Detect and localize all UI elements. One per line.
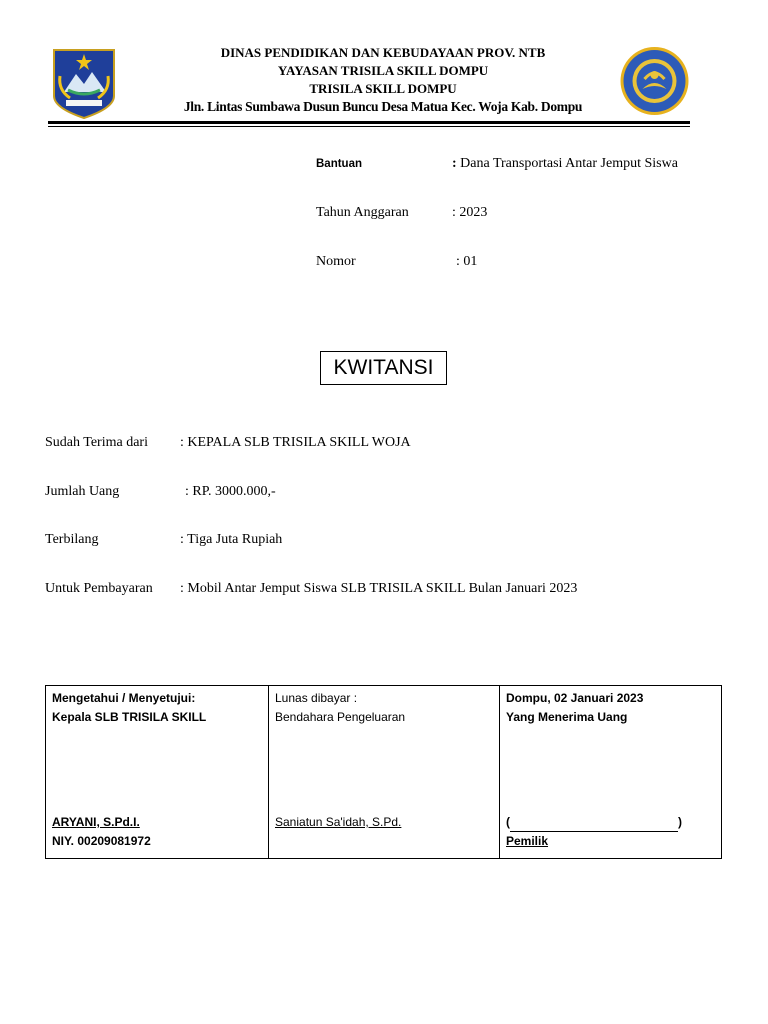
- penerima-name: Pemilik: [506, 834, 549, 848]
- tahun-anggaran-label: Tahun Anggaran: [316, 205, 409, 220]
- bendahara-heading: Lunas dibayar :: [275, 691, 358, 705]
- penerima-place-date: Dompu, 02 Januari 2023: [506, 691, 644, 705]
- letterhead-line-3: TRISILA SKILL DOMPU: [309, 81, 457, 96]
- nomor-label: Nomor: [316, 254, 356, 269]
- letterhead-rule-thin: [48, 126, 690, 127]
- terbilang-row: [45, 531, 282, 549]
- penerima-signature-line: [506, 813, 682, 832]
- letterhead-line-1: DINAS PENDIDIKAN DAN KEBUDAYAAN PROV. NTB: [220, 45, 546, 60]
- sudah-terima-row: [45, 434, 411, 452]
- signature-close-paren: ): [678, 815, 682, 829]
- signature-cell-bendahara: [269, 686, 500, 859]
- bendahara-name: Saniatun Sa'idah, S.Pd.: [275, 815, 402, 829]
- sudah-terima-label: Sudah Terima dari: [45, 435, 148, 450]
- letterhead-rule-thick: [48, 121, 690, 124]
- bendahara-role: Bendahara Pengeluaran: [275, 710, 406, 724]
- terbilang-label: Terbilang: [45, 532, 99, 547]
- letterhead-address: Jln. Lintas Sumbawa Dusun Buncu Desa Matua Kec. Woja Kab. Dompu: [183, 99, 583, 114]
- kepala-name: ARYANI, S.Pd.I.: [52, 815, 140, 829]
- tahun-anggaran-value: : 2023: [452, 205, 488, 220]
- document-title: KWITANSI: [320, 351, 447, 385]
- bantuan-row: [316, 155, 678, 173]
- kepala-role: Kepala SLB TRISILA SKILL: [52, 710, 207, 724]
- letterhead-line-2: YAYASAN TRISILA SKILL DOMPU: [277, 63, 489, 78]
- kepala-niy: NIY. 00209081972: [52, 834, 151, 848]
- kepala-heading: Mengetahui / Menyetujui:: [52, 691, 196, 705]
- terbilang-value: : Tiga Juta Rupiah: [180, 532, 283, 547]
- letterhead: [130, 44, 636, 116]
- signature-open-paren: (: [506, 815, 510, 829]
- nomor-row: [316, 253, 477, 271]
- ntb-province-logo: [50, 46, 118, 120]
- nomor-value: : 01: [456, 254, 478, 269]
- jumlah-uang-value: : RP. 3000.000,-: [185, 484, 276, 499]
- bantuan-colon: :: [452, 156, 457, 171]
- signature-cell-kepala: [46, 686, 269, 859]
- jumlah-uang-row: [45, 483, 276, 501]
- untuk-pembayaran-label: Untuk Pembayaran: [45, 581, 153, 596]
- bantuan-value: Dana Transportasi Antar Jemput Siswa: [460, 156, 678, 171]
- bantuan-label: Bantuan: [316, 158, 362, 170]
- signature-cell-penerima: [500, 686, 722, 859]
- signature-table: [45, 685, 722, 859]
- tahun-anggaran-row: [316, 204, 487, 222]
- untuk-pembayaran-row: [45, 580, 577, 598]
- penerima-role: Yang Menerima Uang: [506, 710, 628, 724]
- untuk-pembayaran-value: : Mobil Antar Jemput Siswa SLB TRISILA SKILL Bulan Januari 2023: [180, 581, 578, 596]
- signature-blank-line: [510, 817, 678, 832]
- jumlah-uang-label: Jumlah Uang: [45, 484, 120, 499]
- yayasan-seal-logo: [619, 43, 690, 119]
- sudah-terima-value: : KEPALA SLB TRISILA SKILL WOJA: [180, 435, 411, 450]
